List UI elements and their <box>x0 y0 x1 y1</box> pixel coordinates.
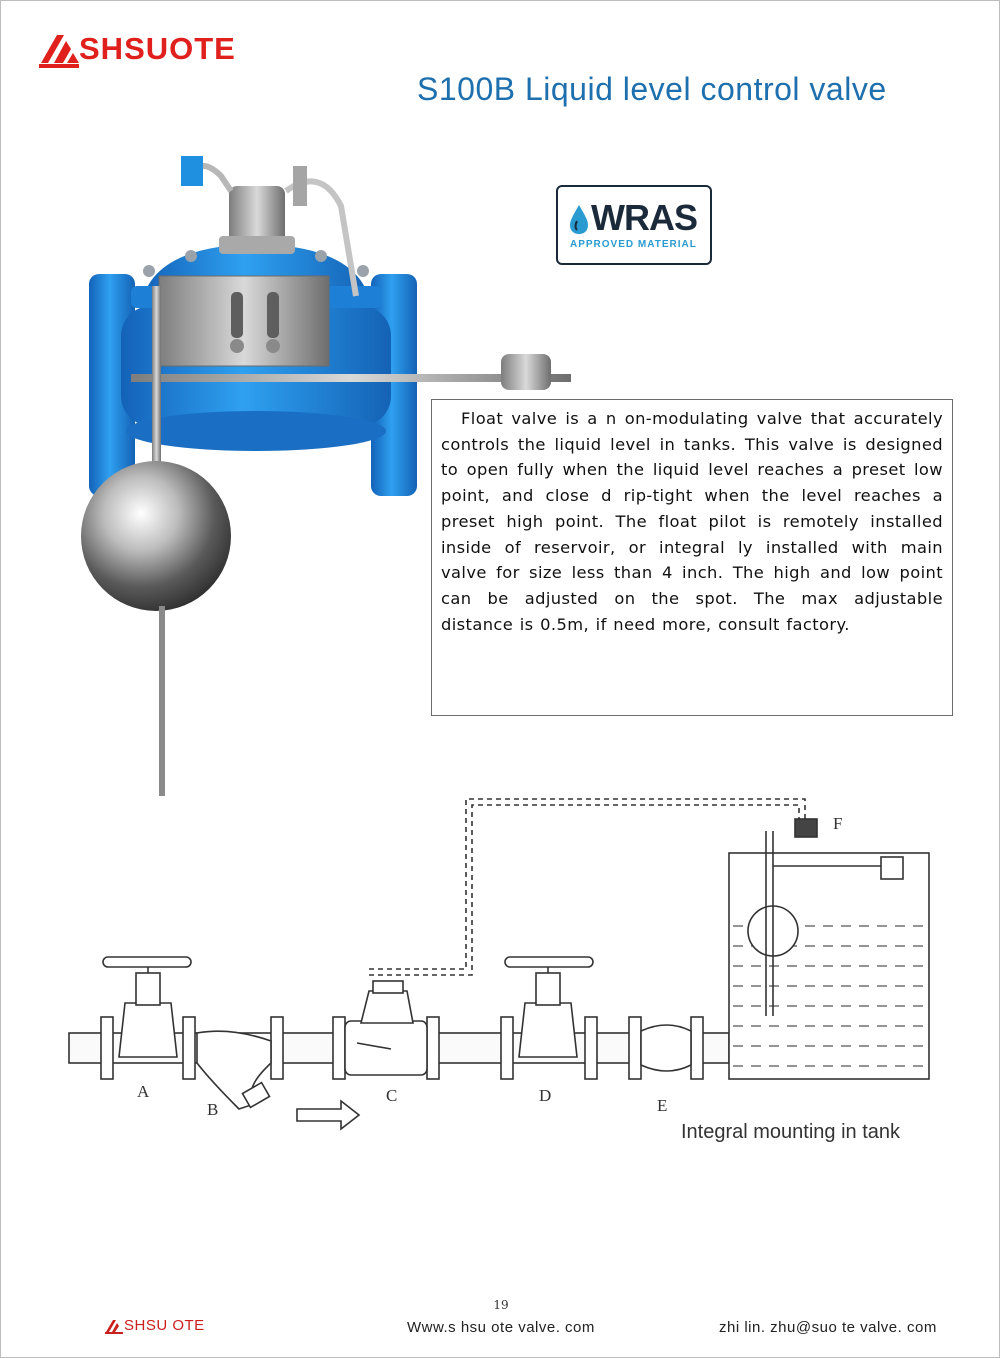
footer-brand-name: SHSU OTE <box>124 1317 205 1334</box>
footer-website-link[interactable]: Www.s hsu ote valve. com <box>407 1319 595 1336</box>
wras-approval-badge <box>556 185 712 265</box>
diagram-caption: Integral mounting in tank <box>681 1121 901 1143</box>
description-box <box>431 399 953 716</box>
water-drop-icon <box>568 203 590 235</box>
wras-subtitle: APPROVED MATERIAL <box>570 239 697 250</box>
label-f: F <box>833 814 843 833</box>
label-d: D <box>539 1086 552 1105</box>
label-b: B <box>207 1100 219 1119</box>
footer-logo <box>105 1317 205 1334</box>
footer-brand-mark-icon <box>105 1318 123 1334</box>
installation-diagram <box>61 791 951 1161</box>
brand-mark-icon <box>37 29 81 69</box>
footer-email-link[interactable]: zhi lin. zhu@suo te valve. com <box>719 1319 937 1336</box>
wras-word: WRAS <box>591 197 697 238</box>
label-c: C <box>386 1086 398 1105</box>
brand-name: SHSUOTE <box>79 31 236 66</box>
label-e: E <box>657 1096 668 1115</box>
page-title: S100B Liquid level control valve <box>417 71 887 107</box>
brand-logo <box>37 29 236 69</box>
label-a: A <box>137 1082 150 1101</box>
page-number: 19 <box>493 1298 509 1312</box>
description-text: Float valve is a n on-modulating valve that accurately controls the liquid level in tanks. This valve is designed to open fully when the liquid level reaches a preset low point, and close d rip-tight when the level reaches a preset high point. The float pilot is remotely installed inside of reservoir, or integral ly installed with main valve for size less than 4 inch. The high and low point can be adjusted on the spot. The max adjustable distance is 0.5m, if need more, consult factory. <box>441 409 943 634</box>
